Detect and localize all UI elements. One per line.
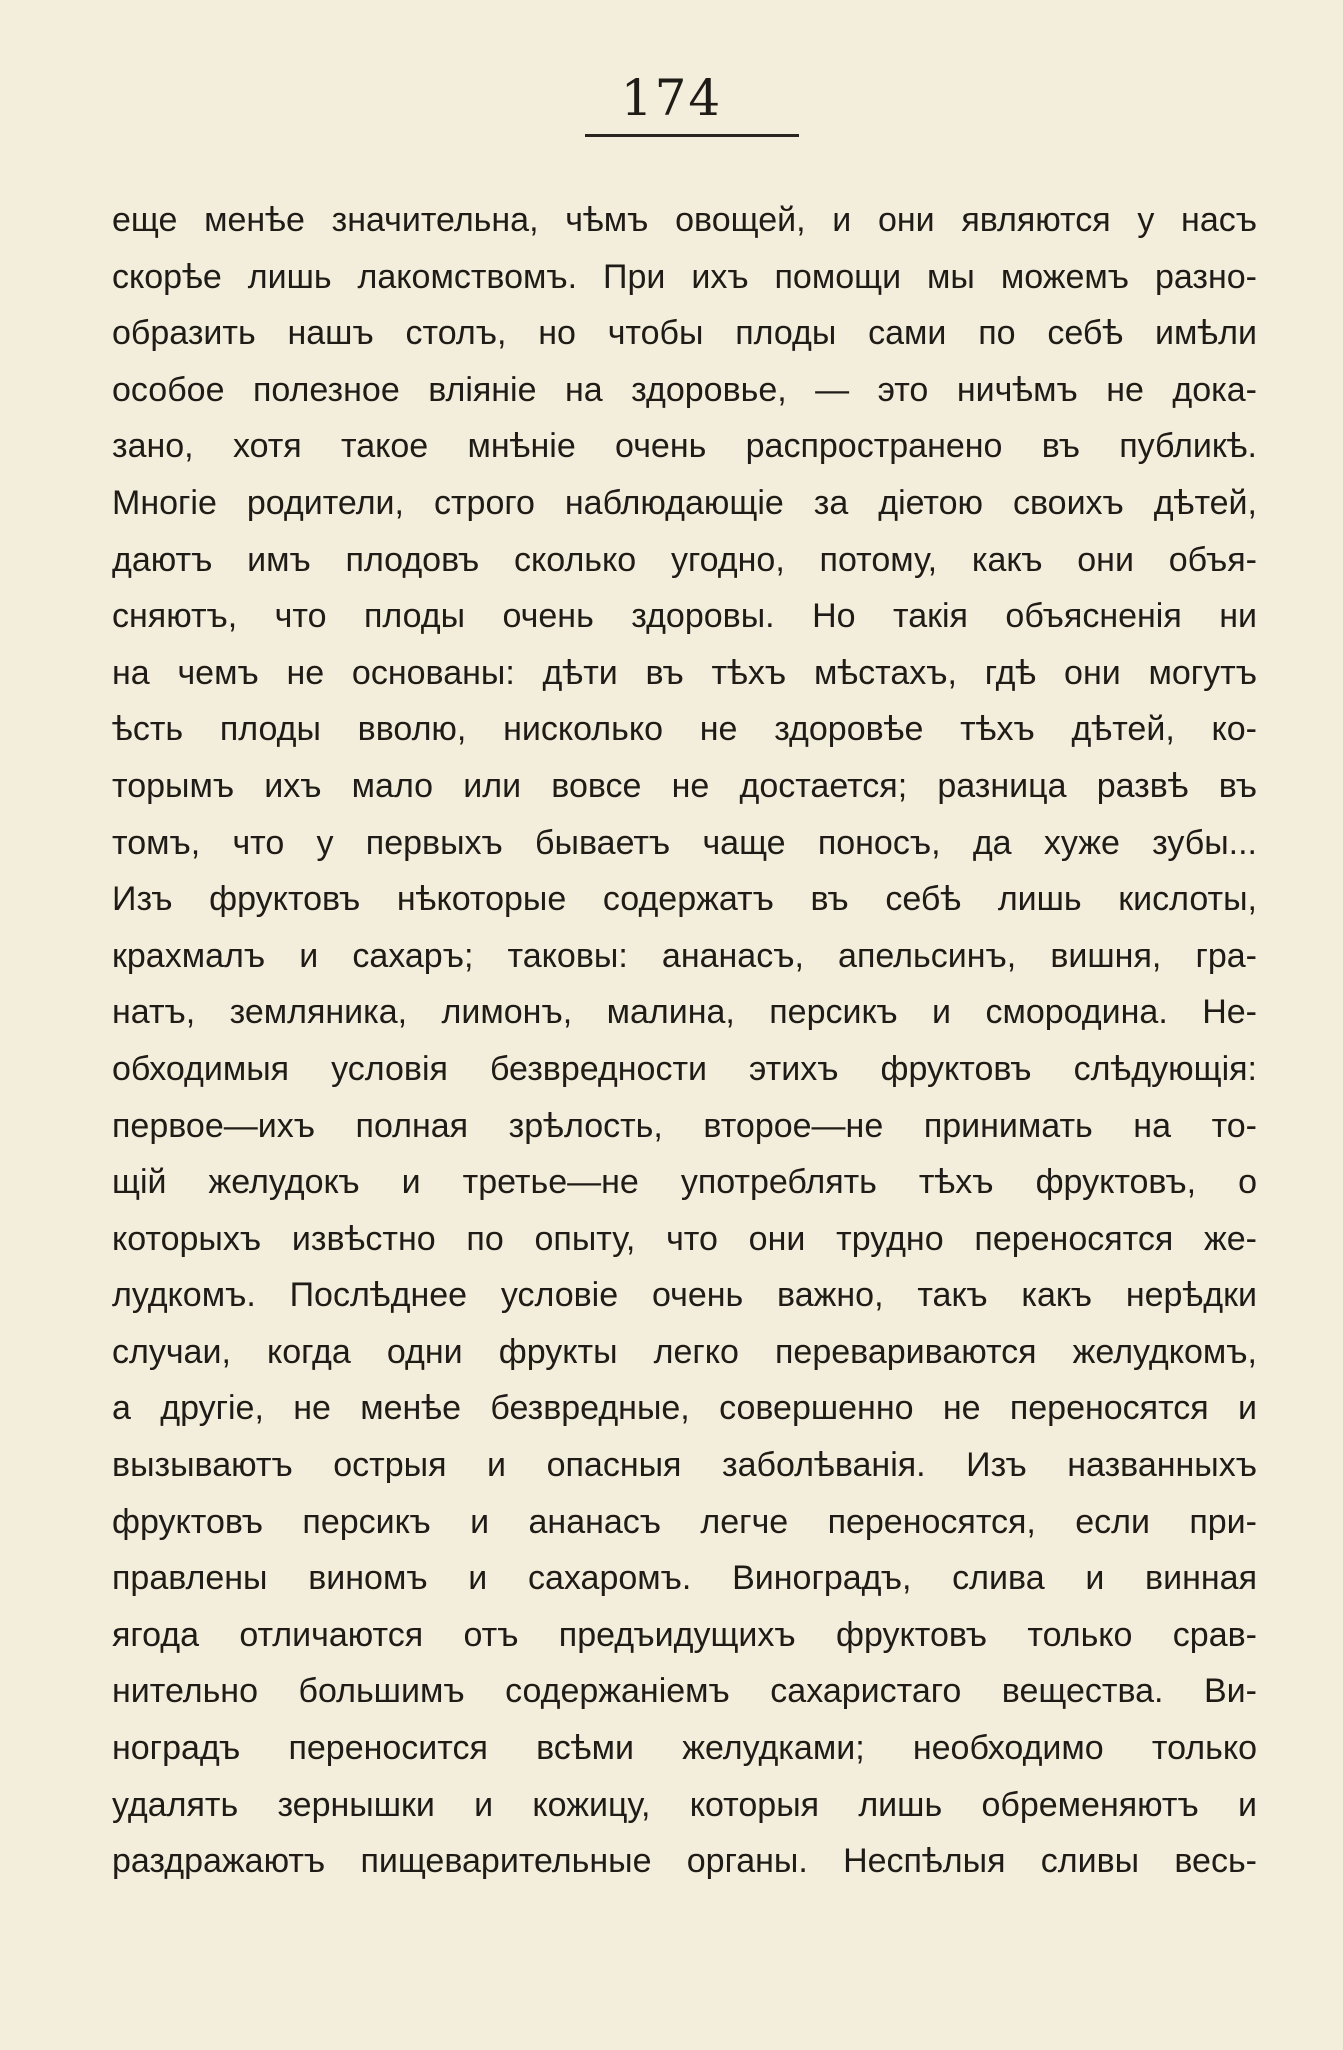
text-line: даютъ имъ плодовъ сколько угодно, потому, какъ они объя- xyxy=(112,540,1257,579)
text-line: обходимыя условія безвредности этихъ фруктовъ слѣдующія: xyxy=(112,1049,1257,1088)
text-line: удалять зернышки и кожицу, которыя лишь обременяютъ и xyxy=(112,1785,1257,1824)
text-line: ноградъ переносится всѣми желудками; необходимо только xyxy=(112,1729,1257,1768)
text-line: раздражаютъ пищеварительные органы. Неспѣлыя сливы весь- xyxy=(112,1842,1257,1881)
text-line: скорѣе лишь лакомствомъ. При ихъ помощи мы можемъ разно- xyxy=(112,257,1257,296)
text-line: а другіе, не менѣе безвредные, совершенно не переносятся и xyxy=(112,1389,1257,1428)
text-line: образить нашъ столъ, но чтобы плоды сами по себѣ имѣли xyxy=(112,314,1257,353)
text-line: зано, хотя такое мнѣніе очень распространено въ публикѣ. xyxy=(112,427,1257,466)
text-line: лудкомъ. Послѣднее условіе очень важно, такъ какъ нерѣдки xyxy=(112,1276,1257,1315)
text-line: еще менѣе значительна, чѣмъ овощей, и они являются у насъ xyxy=(112,201,1257,239)
header-rule xyxy=(585,134,799,137)
text-line: томъ, что у первыхъ бываетъ чаще поносъ, да хуже зубы... xyxy=(112,823,1257,862)
text-line: натъ, земляника, лимонъ, малина, персикъ и смородина. Не- xyxy=(112,993,1257,1032)
text-line: крахмалъ и сахаръ; таковы: ананасъ, апельсинъ, вишня, гра- xyxy=(112,936,1257,975)
text-line: первое—ихъ полная зрѣлость, второе—не принимать на то- xyxy=(112,1106,1257,1145)
text-line: сняютъ, что плоды очень здоровы. Но такія объясненія ни xyxy=(112,597,1257,636)
text-line: торымъ ихъ мало или вовсе не достается; разница развѣ въ xyxy=(112,766,1257,805)
text-line: на чемъ не основаны: дѣти въ тѣхъ мѣстахъ, гдѣ они могутъ xyxy=(112,653,1257,692)
text-line: Изъ фруктовъ нѣкоторые содержатъ въ себѣ лишь кислоты, xyxy=(112,880,1257,919)
body-text xyxy=(112,192,1257,1890)
text-line: нительно большимъ содержаніемъ сахаристаго вещества. Ви- xyxy=(112,1672,1257,1711)
text-line: которыхъ извѣстно по опыту, что они трудно переносятся же- xyxy=(112,1219,1257,1258)
text-line: случаи, когда одни фрукты легко перевариваются желудкомъ, xyxy=(112,1332,1257,1371)
page-number: 174 xyxy=(620,69,723,127)
text-line: вызываютъ острыя и опасныя заболѣванія. Изъ названныхъ xyxy=(112,1446,1257,1485)
text-line: ягода отличаются отъ предъидущихъ фруктовъ только срав- xyxy=(112,1615,1257,1654)
text-line: фруктовъ персикъ и ананасъ легче переносятся, если при- xyxy=(112,1502,1257,1541)
text-line: ѣсть плоды вволю, нисколько не здоровѣе тѣхъ дѣтей, ко- xyxy=(112,710,1257,749)
text-line: щій желудокъ и третье—не употреблять тѣхъ фруктовъ, о xyxy=(112,1163,1257,1202)
text-line: правлены виномъ и сахаромъ. Виноградъ, слива и винная xyxy=(112,1559,1257,1598)
text-line: особое полезное вліяніе на здоровье, — это ничѣмъ не дока- xyxy=(112,370,1257,409)
text-line: Многіе родители, строго наблюдающіе за діетою своихъ дѣтей, xyxy=(112,483,1257,522)
